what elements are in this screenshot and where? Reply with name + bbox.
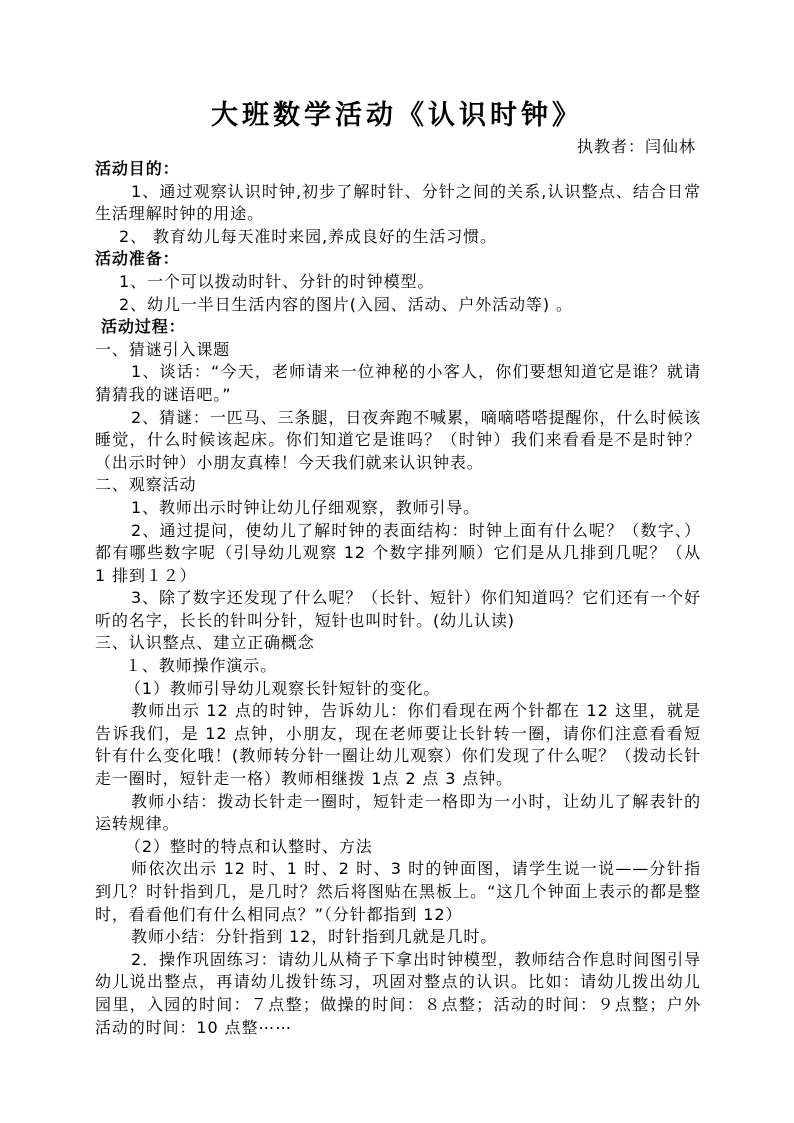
paragraph: 三、认识整点、建立正确概念 bbox=[95, 633, 315, 653]
paragraph: 二、观察活动 bbox=[95, 475, 197, 495]
paragraph: （2）整时的特点和认整时、方法 bbox=[125, 836, 373, 856]
paragraph: 教师小结：拨动长针走一圈时，短针走一格即为一小时，让幼儿了解表针的运转规律。 bbox=[95, 791, 701, 834]
paragraph: 一、猜谜引入课题 bbox=[95, 339, 231, 359]
author-line: 执教者：闫仙林 bbox=[576, 137, 696, 156]
paragraph: （1）教师引导幼儿观察长针短针的变化。 bbox=[125, 678, 441, 698]
paragraph: 3、除了数字还发现了什么呢？（长针、短针）你们知道吗？它们还有一个好听的名字，长长的针叫分针，短针也叫时针。(幼儿认读) bbox=[95, 588, 701, 630]
paragraph: 师依次出示 12 时、1 时、2 时、3 时的钟面图，请学生说一说——分针指到几？时针指到几，是几时？然后将图贴在黑板上。“这几个钟面上表示的都是整时，看看他们有什么相同点？”（分针都指到 12） bbox=[95, 859, 701, 924]
paragraph: 教师小结：分针指到 12，时针指到几就是几时。 bbox=[131, 927, 498, 947]
section-heading: 活动目的： bbox=[95, 159, 180, 178]
document-body bbox=[95, 158, 701, 1039]
section-heading: 活动过程： bbox=[101, 317, 186, 337]
paragraph: 2、幼儿一半日生活内容的图片(入园、活动、户外活动等) 。 bbox=[119, 294, 573, 314]
paragraph: 1、教师出示时钟让幼儿仔细观察，教师引导。 bbox=[131, 497, 481, 517]
paragraph: １、教师操作演示。 bbox=[125, 656, 278, 676]
paragraph: 2．操作巩固练习：请幼儿从椅子下拿出时钟模型，教师结合作息时间图引导幼儿说出整点，再请幼儿拨针练习，巩固对整点的认识。比如：请幼儿拨出幼儿园里，入园的时间：７点整；做操的时间：８点整；活动的时间：９点整；户外活动的时间：10 点整⋯⋯ bbox=[95, 949, 701, 1037]
paragraph: 教师出示 12 点的时钟，告诉幼儿：你们看现在两个针都在 12 这里，就是告诉我们，是 12 点钟，小朋友，现在老师要让长针转一圈，请你们注意看看短针有什么变化哦！(教师转分针一圈让幼儿观察）你们发现了什么呢？（拨动长针走一圈时，短针走一格）教师相继拨 1点 2 点 3 点钟。 bbox=[95, 701, 701, 789]
document-title: 大班数学活动《认识时钟》 bbox=[211, 100, 583, 131]
paragraph: 2、通过提问，使幼儿了解时钟的表面结构：时钟上面有什么呢？（数字、）都有哪些数字呢（引导幼儿观察 12 个数字排列顺）它们是从几排到几呢？（从 1 排到１２） bbox=[95, 520, 701, 585]
paragraph: 1、一个可以拨动时针、分针的时钟模型。 bbox=[119, 271, 435, 291]
paragraph: 1、通过观察认识时钟,初步了解时针、分针之间的关系,认识整点、结合日常生活理解时钟的用途。 bbox=[95, 181, 701, 224]
paragraph: 2、 教育幼儿每天准时来园,养成良好的生活习惯。 bbox=[119, 226, 497, 246]
paragraph: 2、猜谜：一匹马、三条腿，日夜奔跑不喊累，嘀嘀嗒嗒提醒你，什么时候该睡觉，什么时候该起床。你们知道它是谁吗？（时钟）我们来看看是不是时钟？（出示时钟）小朋友真棒！今天我们就来认识钟表。 bbox=[95, 407, 701, 472]
section-heading: 活动准备： bbox=[95, 249, 180, 269]
paragraph: 1、谈话：“今天，老师请来一位神秘的小客人，你们要想知道它是谁？就请猜猜我的谜语吧。” bbox=[95, 362, 701, 404]
